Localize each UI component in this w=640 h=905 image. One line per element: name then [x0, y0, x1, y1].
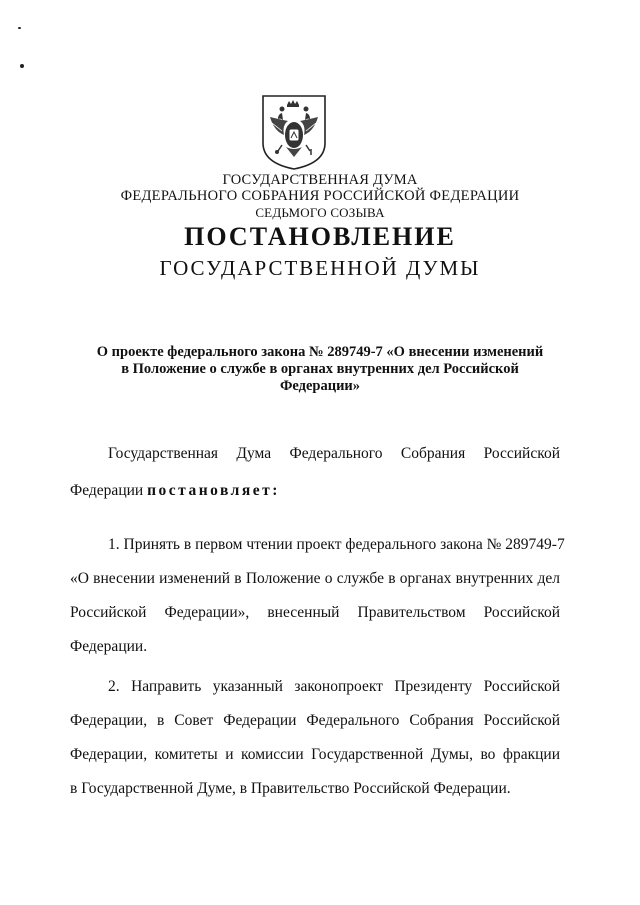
- intro-line-start: Федерации: [70, 482, 144, 499]
- intro-line: Государственная Дума Федерального Собрания Российской: [108, 445, 560, 462]
- item2-line: Федерации, комитеты и комиссии Государственной Думы, во фракции: [70, 746, 560, 763]
- intro-line: [70, 482, 560, 500]
- item2-line: Федерации, в Совет Федерации Федерального Собрания Российской: [70, 712, 560, 729]
- subject-line: О проекте федерального закона № 289749-7 «О внесении изменений: [96, 344, 544, 360]
- document-subject: [70, 344, 570, 395]
- header-assembly: ФЕДЕРАЛЬНОГО СОБРАНИЯ РОССИЙСКОЙ ФЕДЕРАЦИИ: [120, 188, 520, 204]
- item1-line: Российской Федерации», внесенный Правительством Российской: [70, 604, 560, 621]
- scan-speck: [20, 64, 24, 68]
- subject-line: в Положение о службе в органах внутренних дел Российской: [121, 361, 519, 377]
- coat-of-arms-icon: [260, 93, 328, 171]
- item1-line: Федерации.: [70, 638, 148, 655]
- item1-line: «О внесении изменений в Положение о службе в органах внутренних дел: [70, 570, 560, 587]
- item2-line: 2. Направить указанный законопроект Президенту Российской: [108, 678, 560, 695]
- item2-line: в Государственной Думе, в Правительство Российской Федерации.: [70, 780, 511, 797]
- document-title: ПОСТАНОВЛЕНИЕ: [184, 222, 456, 251]
- subject-line: Федерации»: [279, 378, 361, 394]
- header-chamber: ГОСУДАРСТВЕННАЯ ДУМА: [222, 172, 418, 188]
- header-convocation: СЕДЬМОГО СОЗЫВА: [255, 205, 385, 220]
- intro-operative-word: постановляет:: [147, 482, 280, 499]
- document-subtitle: ГОСУДАРСТВЕННОЙ ДУМЫ: [159, 256, 481, 280]
- scan-speck: [18, 27, 21, 29]
- item1-line: 1. Принять в первом чтении проект федерального закона № 289749-7: [108, 536, 565, 553]
